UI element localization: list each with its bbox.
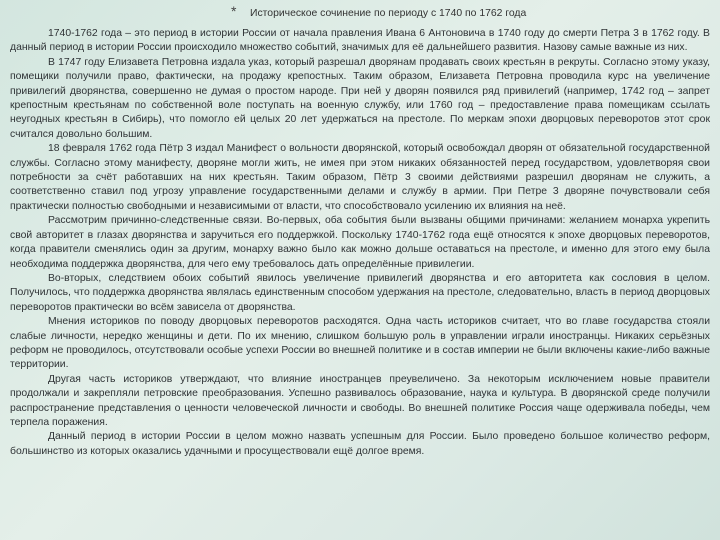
document-title: Историческое сочинение по периоду с 1740 по 1762 года bbox=[250, 8, 527, 19]
paragraph-1762-manifesto: 18 февраля 1762 года Пётр 3 издал Манифест о вольности дворянской, который освобождал дворян от обязательной государственной службы. Согласно этому манифесту, дворяне могли жить, не имея при этом никаких обязанностей перед государством, удовлетворяя свои потребности за счёт работавших на них крестьян. Таким образом, Пётр 3 своими действиями разрешил дворянам не служить, а соответственно ставил под угрозу управление государственными делами и службу в армии. При Петре 3 дворяне почувствовали себя практически полностью свободными и независимыми от власти, что способствовало усилению их влияния на неё. bbox=[10, 143, 710, 212]
asterisk-marker: * bbox=[231, 3, 237, 19]
paragraph-conclusion: Данный период в истории России в целом можно назвать успешным для России. Было проведено большое количество реформ, большинство из которых оказались удачными и просуществовали ещё долгое время. bbox=[10, 431, 710, 457]
paragraph-intro: 1740-1762 года – это период в истории России от начала правления Ивана 6 Антоновича в 1740 году до смерти Петра 3 в 1762 году. В данный период в истории России происходило множество событий, значимых для её дальнейшего развития. Назову самые важные из них. bbox=[10, 28, 710, 54]
paragraph-causes: Рассмотрим причинно-следственные связи. Во-первых, оба события были вызваны общими причинами: желанием монарха укрепить свой авторитет в глазах дворянства и заручиться его поддержкой. Поскольку 1740-1762 года ещё относятся к эпохе дворцовых переворотов, когда правители сменялись один за другим, монарху важно было как можно дольше оставаться на престоле, и именно для этого ему была необходима поддержка дворянства, для чего ему требовалось дать определённые привилегии. bbox=[10, 215, 710, 270]
paragraph-consequences: Во-вторых, следствием обоих событий явилось увеличение привилегий дворянства и его авторитета как сословия в целом. Получилось, что поддержка дворянства являлась единственным способом удержания на престоле, следовательно, власть в период дворцовых переворотов практически во всём зависела от дворянства. bbox=[10, 272, 710, 313]
paragraph-historians-view-1: Мнения историков по поводу дворцовых переворотов расходятся. Одна часть историков считает, что во главе государства стояли слабые личности, нередко женщины и дети. По их мнению, слишком большую роль в управлении играли иностранцы. Никаких серьёзных реформ не проводилось, отсутствовали особые успехи России во внешней политике и в состав империи не были включены какие-либо важные территории. bbox=[10, 316, 710, 371]
paragraph-historians-view-2: Другая часть историков утверждают, что влияние иностранцев преувеличено. За некоторым исключением новые правители продолжали и закрепляли петровские преобразования. Успешно развивалось образование, наука и культура. В дворянской среде получили распространение представления о ценности человеческой личности и свободы. Во внешней политике Россия чаще одерживала победы, чем терпела поражения. bbox=[10, 373, 710, 428]
document-header bbox=[0, 4, 720, 22]
essay-body bbox=[10, 27, 710, 459]
paragraph-1747-decree: В 1747 году Елизавета Петровна издала указ, который разрешал дворянам продавать своих крестьян в рекруты. Согласно этому указу, помещики получили право, фактически, на продажу крепостных. Таким образом, Елизавета Петровна проводила курс на увеличение привилегий дворянства, совершенно не думая о простом народе. При ней у дворян появился ряд привилегий (например, 1742 год – запрет крепостным крестьянам по собственной воле поступать на военную службу, или 1760 год – предоставление права помещикам ссылать неугодных крестьян в Сибирь), что помогло ей целых 20 лет удержаться на престоле. По меркам эпохи дворцовых переворотов этот срок считался довольно большим. bbox=[10, 56, 710, 140]
